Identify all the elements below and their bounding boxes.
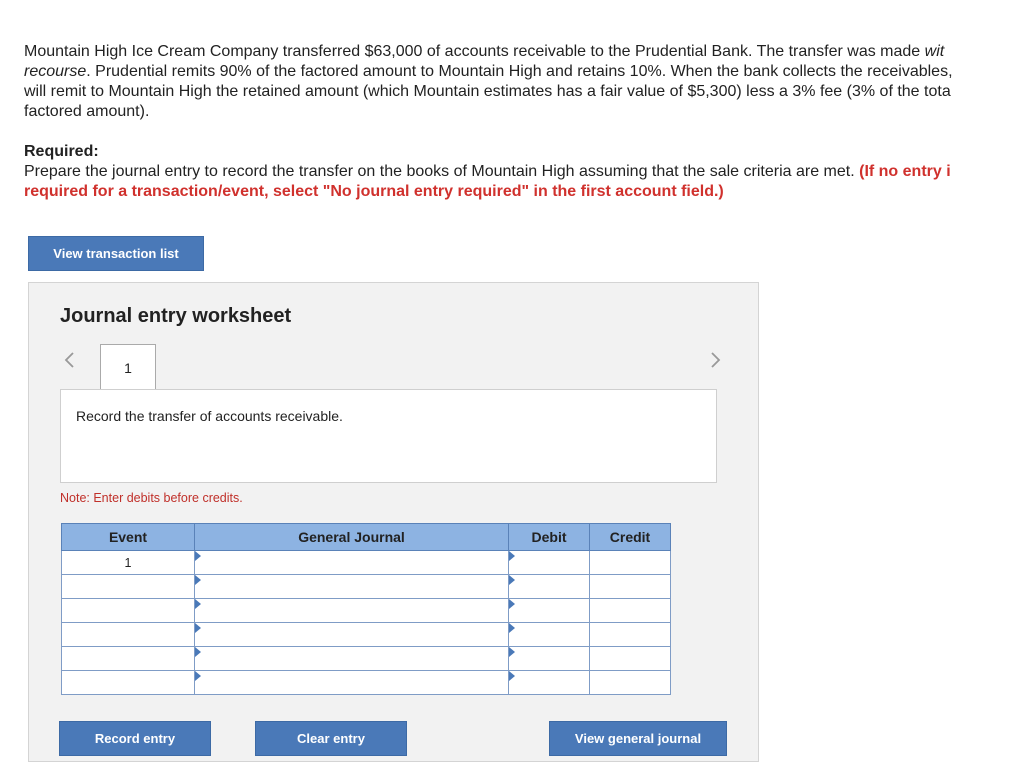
table-row: [62, 671, 671, 695]
credit-field[interactable]: [590, 623, 671, 647]
debit-field[interactable]: [509, 647, 590, 671]
journal-entry-worksheet: [28, 282, 759, 762]
problem-line4: factored amount).: [24, 103, 150, 120]
account-field[interactable]: [195, 671, 509, 695]
table-row: [62, 599, 671, 623]
header-general-journal: General Journal: [195, 524, 509, 551]
credit-field[interactable]: [590, 671, 671, 695]
debit-field[interactable]: [509, 575, 590, 599]
credit-field[interactable]: [590, 647, 671, 671]
required-heading: Required:: [24, 143, 99, 160]
clear-entry-button[interactable]: Clear entry: [255, 721, 407, 756]
debit-field[interactable]: [509, 551, 590, 575]
header-debit: Debit: [509, 524, 590, 551]
table-row: [62, 647, 671, 671]
account-field[interactable]: [195, 647, 509, 671]
problem-line1: Mountain High Ice Cream Company transferred $63,000 of accounts receivable to the Prudential Bank. The transfer was made: [24, 43, 925, 60]
required-instructions: [24, 162, 1024, 202]
event-cell: [62, 623, 195, 647]
debit-field[interactable]: [509, 671, 590, 695]
chevron-left-icon[interactable]: [59, 347, 79, 373]
table-row: [62, 575, 671, 599]
account-field[interactable]: [195, 575, 509, 599]
account-field[interactable]: [195, 551, 509, 575]
credit-field[interactable]: [590, 575, 671, 599]
prompt-box: [60, 389, 717, 483]
problem-line2: . Prudential remits 90% of the factored amount to Mountain High and retains 10%. When the bank collects the receivables,: [86, 63, 953, 80]
header-event: Event: [62, 524, 195, 551]
required-line2-red: required for a transaction/event, select "No journal entry required" in the first account field.): [24, 183, 724, 200]
credit-field[interactable]: [590, 551, 671, 575]
note-text: Note: Enter debits before credits.: [60, 491, 243, 505]
debit-field[interactable]: [509, 599, 590, 623]
header-credit: Credit: [590, 524, 671, 551]
table-row: [62, 551, 671, 575]
event-cell: [62, 671, 195, 695]
record-entry-button[interactable]: Record entry: [59, 721, 211, 756]
required-line1: Prepare the journal entry to record the transfer on the books of Mountain High assuming that the sale criteria are met.: [24, 163, 860, 180]
problem-line2-italic: recourse: [24, 63, 87, 80]
view-transaction-list-button[interactable]: View transaction list: [28, 236, 204, 271]
view-general-journal-button[interactable]: View general journal: [549, 721, 727, 756]
required-line1-red: (If no entry i: [859, 163, 951, 180]
worksheet-title: Journal entry worksheet: [60, 305, 292, 327]
account-field[interactable]: [195, 599, 509, 623]
debit-field[interactable]: [509, 623, 590, 647]
problem-line1-italic: wit: [924, 43, 945, 60]
problem-line3: will remit to Mountain High the retained amount (which Mountain estimates has a fair value of $5,300) less a 3% fee (3% of the tota: [24, 83, 951, 100]
event-cell: 1: [62, 551, 195, 575]
account-field[interactable]: [195, 623, 509, 647]
event-cell: [62, 647, 195, 671]
problem-statement: [24, 42, 1024, 122]
table-row: [62, 623, 671, 647]
event-cell: [62, 575, 195, 599]
tab-entry-1[interactable]: 1: [100, 344, 156, 390]
credit-field[interactable]: [590, 599, 671, 623]
chevron-right-icon[interactable]: [706, 347, 726, 373]
journal-table: [61, 523, 671, 695]
event-cell: [62, 599, 195, 623]
prompt-text: Record the transfer of accounts receivable.: [76, 408, 343, 424]
